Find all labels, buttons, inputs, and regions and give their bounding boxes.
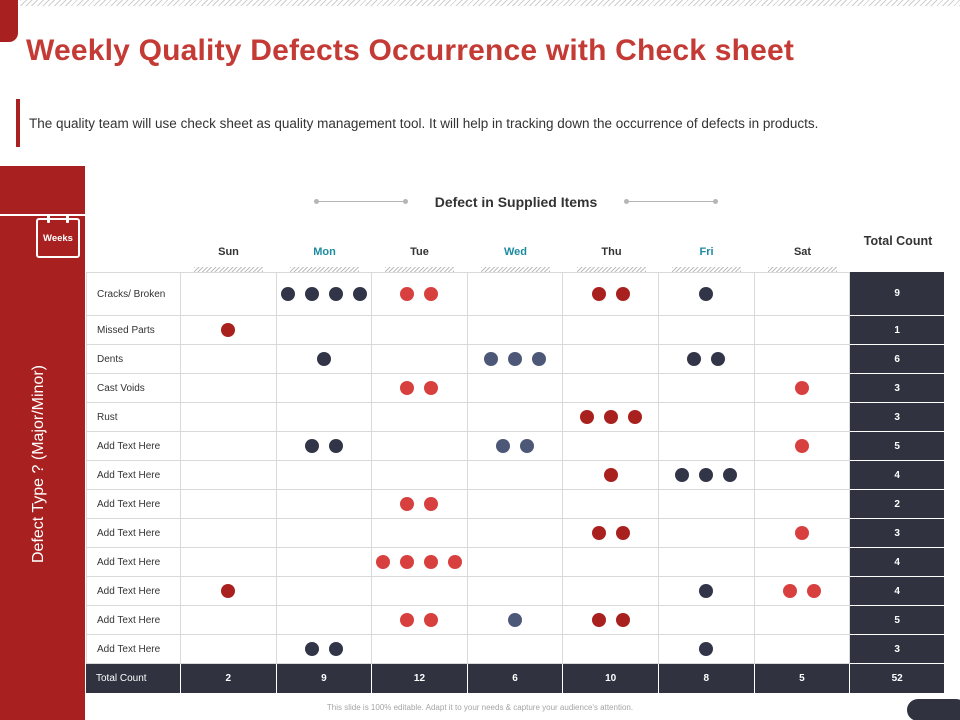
tally-cell-sat — [755, 374, 851, 403]
tally-cell-wed — [468, 403, 564, 432]
tally-dot — [675, 468, 689, 482]
tally-cell-sun — [181, 490, 277, 519]
row-total-cell: 2 — [850, 490, 944, 519]
tally-cell-sun — [181, 461, 277, 490]
tally-cell-fri — [659, 606, 755, 635]
tally-dot — [400, 287, 414, 301]
tally-cell-mon — [277, 577, 373, 606]
tally-dot — [281, 287, 295, 301]
tally-dot — [329, 287, 343, 301]
tally-dot — [484, 352, 498, 366]
row-total-cell: 1 — [850, 316, 944, 345]
tally-cell-wed — [468, 272, 564, 316]
day-total-wed: 6 — [468, 664, 564, 693]
tally-cell-mon — [277, 490, 373, 519]
day-total-sun: 2 — [181, 664, 277, 693]
tally-dot — [221, 584, 235, 598]
tally-cell-fri — [659, 374, 755, 403]
tally-cell-mon — [277, 519, 373, 548]
tally-dot — [424, 497, 438, 511]
tally-dot — [616, 613, 630, 627]
tally-cell-mon — [277, 345, 373, 374]
tally-cell-tue — [372, 461, 468, 490]
row-total-cell: 3 — [850, 374, 944, 403]
tally-dot — [699, 584, 713, 598]
defect-type-cell: Rust — [86, 403, 181, 432]
tally-cell-thu — [563, 490, 659, 519]
day-total-mon: 9 — [277, 664, 373, 693]
tally-cell-thu — [563, 577, 659, 606]
sidebar-divider — [0, 214, 85, 216]
defect-type-axis-label: Defect Type ? (Major/Minor) — [30, 365, 47, 563]
calendar-label: Weeks — [43, 233, 73, 244]
tally-dot — [711, 352, 725, 366]
tally-cell-mon — [277, 606, 373, 635]
defect-type-cell: Add Text Here — [86, 635, 181, 664]
table-row — [86, 548, 944, 577]
tally-cell-tue — [372, 345, 468, 374]
tally-dot — [783, 584, 797, 598]
table-row — [86, 519, 944, 548]
tally-dot — [592, 526, 606, 540]
tally-dot — [305, 642, 319, 656]
tally-cell-thu — [563, 461, 659, 490]
row-total-cell: 4 — [850, 577, 944, 606]
grand-total: 52 — [891, 673, 903, 684]
tally-cell-sat — [755, 548, 851, 577]
tally-cell-sun — [181, 316, 277, 345]
chart-title-text: Defect in Supplied Items — [434, 194, 598, 210]
table-row — [86, 403, 944, 432]
tally-cell-fri — [659, 316, 755, 345]
tally-dot — [532, 352, 546, 366]
tally-cell-tue — [372, 403, 468, 432]
tally-dot — [496, 439, 510, 453]
tally-cell-sun — [181, 548, 277, 577]
row-total-cell: 4 — [850, 548, 944, 577]
tally-cell-tue — [372, 577, 468, 606]
day-total-sat: 5 — [755, 664, 851, 693]
tally-cell-thu — [563, 635, 659, 664]
tally-cell-sun — [181, 432, 277, 461]
column-header-label: Sun — [218, 246, 239, 258]
tally-cell-sun — [181, 519, 277, 548]
tally-cell-fri — [659, 490, 755, 519]
tally-cell-thu — [563, 519, 659, 548]
tally-cell-tue — [372, 272, 468, 316]
tally-dot — [424, 555, 438, 569]
tally-cell-wed — [468, 635, 564, 664]
tally-cell-fri — [659, 461, 755, 490]
tally-cell-tue — [372, 316, 468, 345]
tally-dot — [592, 613, 606, 627]
top-hatch-decoration — [20, 0, 960, 6]
tally-cell-thu — [563, 432, 659, 461]
intro-accent-bar — [16, 99, 20, 147]
total-count-label: Total Count — [86, 664, 181, 693]
tally-dot — [687, 352, 701, 366]
defect-type-cell: Add Text Here — [86, 432, 181, 461]
table-row — [86, 432, 944, 461]
tally-cell-sat — [755, 461, 851, 490]
tally-cell-wed — [468, 606, 564, 635]
tally-cell-fri — [659, 403, 755, 432]
total-count-header: Total Count — [863, 234, 933, 248]
defect-type-cell: Add Text Here — [86, 519, 181, 548]
tally-dot — [329, 439, 343, 453]
total-count-row — [86, 664, 944, 693]
tally-cell-fri — [659, 577, 755, 606]
tally-cell-mon — [277, 548, 373, 577]
defect-type-cell: Cracks/ Broken — [86, 272, 181, 316]
tally-cell-fri — [659, 519, 755, 548]
row-total-cell: 3 — [850, 635, 944, 664]
tally-dot — [592, 287, 606, 301]
tally-cell-sun — [181, 345, 277, 374]
tally-dot — [795, 526, 809, 540]
footer-note: This slide is 100% editable. Adapt it to your needs & capture your audience's attention. — [326, 703, 634, 712]
tally-cell-wed — [468, 374, 564, 403]
tally-dot — [604, 468, 618, 482]
tally-dot — [616, 287, 630, 301]
tally-cell-wed — [468, 345, 564, 374]
tally-cell-wed — [468, 490, 564, 519]
tally-dot — [807, 584, 821, 598]
top-corner-tab — [0, 0, 18, 42]
tally-dot — [317, 352, 331, 366]
defect-type-cell: Add Text Here — [86, 548, 181, 577]
tally-cell-mon — [277, 432, 373, 461]
tally-cell-wed — [468, 519, 564, 548]
day-total-tue: 12 — [372, 664, 468, 693]
tally-cell-sat — [755, 577, 851, 606]
intro-text: The quality team will use check sheet as quality management tool. It will help in tracking down the occurrence of defects in products. — [29, 116, 819, 131]
tally-dot — [221, 323, 235, 337]
defect-type-cell: Missed Parts — [86, 316, 181, 345]
defect-type-cell: Add Text Here — [86, 490, 181, 519]
tally-cell-sat — [755, 606, 851, 635]
tally-cell-sat — [755, 345, 851, 374]
tally-dot — [400, 497, 414, 511]
tally-cell-mon — [277, 461, 373, 490]
chart-title — [316, 194, 716, 210]
title-line-left — [316, 201, 406, 202]
tally-cell-thu — [563, 403, 659, 432]
column-header-sun — [181, 246, 276, 258]
tally-cell-wed — [468, 461, 564, 490]
tally-dot — [795, 381, 809, 395]
tally-cell-mon — [277, 403, 373, 432]
column-header-label: Wed — [503, 246, 528, 258]
table-row — [86, 635, 944, 664]
column-header-mon — [277, 246, 372, 258]
tally-cell-thu — [563, 374, 659, 403]
tally-dot — [699, 468, 713, 482]
tally-cell-tue — [372, 548, 468, 577]
tally-cell-thu — [563, 345, 659, 374]
calendar-icon — [36, 218, 80, 258]
tally-cell-tue — [372, 606, 468, 635]
tally-cell-mon — [277, 316, 373, 345]
tally-dot — [329, 642, 343, 656]
tally-dot — [400, 381, 414, 395]
tally-cell-fri — [659, 548, 755, 577]
tally-cell-sun — [181, 403, 277, 432]
tally-cell-wed — [468, 577, 564, 606]
tally-cell-sat — [755, 403, 851, 432]
tally-dot — [604, 410, 618, 424]
column-header-wed — [468, 246, 563, 258]
defect-type-cell: Add Text Here — [86, 606, 181, 635]
row-total-cell: 9 — [850, 272, 944, 316]
tally-cell-fri — [659, 345, 755, 374]
tally-dot — [616, 526, 630, 540]
tally-dot — [305, 287, 319, 301]
tally-cell-mon — [277, 635, 373, 664]
tally-cell-thu — [563, 548, 659, 577]
tally-cell-thu — [563, 316, 659, 345]
tally-cell-fri — [659, 635, 755, 664]
tally-cell-wed — [468, 316, 564, 345]
column-header-label: Mon — [313, 246, 336, 258]
tally-dot — [508, 613, 522, 627]
column-header-label: Thu — [601, 246, 622, 258]
column-header-sat — [755, 246, 850, 258]
tally-cell-sat — [755, 272, 851, 316]
tally-cell-tue — [372, 635, 468, 664]
row-total-cell: 3 — [850, 519, 944, 548]
tally-cell-sun — [181, 577, 277, 606]
day-total-fri: 8 — [659, 664, 755, 693]
tally-dot — [580, 410, 594, 424]
tally-cell-mon — [277, 374, 373, 403]
tally-dot — [400, 613, 414, 627]
tally-cell-wed — [468, 548, 564, 577]
tally-dot — [305, 439, 319, 453]
tally-cell-tue — [372, 490, 468, 519]
row-total-cell: 3 — [850, 403, 944, 432]
tally-cell-sun — [181, 272, 277, 316]
tally-dot — [376, 555, 390, 569]
tally-cell-mon — [277, 272, 373, 316]
tally-dot — [448, 555, 462, 569]
tally-cell-tue — [372, 519, 468, 548]
tally-cell-thu — [563, 272, 659, 316]
column-header-thu — [564, 246, 659, 258]
column-header-tue — [372, 246, 467, 258]
tally-dot — [424, 287, 438, 301]
column-header-label: Fri — [699, 246, 714, 258]
row-total-cell: 5 — [850, 432, 944, 461]
table-row — [86, 272, 944, 316]
table-row — [86, 374, 944, 403]
page-title: Weekly Quality Defects Occurrence with Check sheet — [26, 34, 795, 67]
row-total-cell: 5 — [850, 606, 944, 635]
tally-dot — [424, 613, 438, 627]
tally-dot — [353, 287, 367, 301]
table-row — [86, 490, 944, 519]
column-header-fri — [659, 246, 754, 258]
tally-cell-tue — [372, 432, 468, 461]
row-total-cell: 6 — [850, 345, 944, 374]
row-total-cell: 4 — [850, 461, 944, 490]
table-row — [86, 461, 944, 490]
tally-dot — [795, 439, 809, 453]
column-header-label: Sat — [793, 246, 812, 258]
defect-type-cell: Add Text Here — [86, 461, 181, 490]
tally-dot — [520, 439, 534, 453]
tally-dot — [400, 555, 414, 569]
tally-dot — [699, 642, 713, 656]
table-row — [86, 606, 944, 635]
tally-dot — [424, 381, 438, 395]
tally-cell-sat — [755, 635, 851, 664]
table-row — [86, 316, 944, 345]
tally-dot — [508, 352, 522, 366]
defect-type-cell: Add Text Here — [86, 577, 181, 606]
table-row — [86, 577, 944, 606]
tally-cell-sun — [181, 606, 277, 635]
title-line-right — [626, 201, 716, 202]
table-row — [86, 345, 944, 374]
calendar-ring-right — [66, 214, 69, 223]
tally-cell-sun — [181, 374, 277, 403]
tally-cell-sat — [755, 490, 851, 519]
tally-cell-wed — [468, 432, 564, 461]
column-header-label: Tue — [410, 246, 429, 258]
tally-cell-tue — [372, 374, 468, 403]
calendar-ring-left — [47, 214, 50, 223]
tally-dot — [628, 410, 642, 424]
tally-dot — [723, 468, 737, 482]
tally-cell-sun — [181, 635, 277, 664]
tally-cell-thu — [563, 606, 659, 635]
tally-cell-sat — [755, 432, 851, 461]
defect-type-cell: Cast Voids — [86, 374, 181, 403]
tally-cell-sat — [755, 316, 851, 345]
footer-pill — [907, 699, 960, 720]
tally-dot — [699, 287, 713, 301]
defect-type-cell: Dents — [86, 345, 181, 374]
tally-cell-fri — [659, 272, 755, 316]
day-total-thu: 10 — [563, 664, 659, 693]
tally-cell-sat — [755, 519, 851, 548]
tally-cell-fri — [659, 432, 755, 461]
